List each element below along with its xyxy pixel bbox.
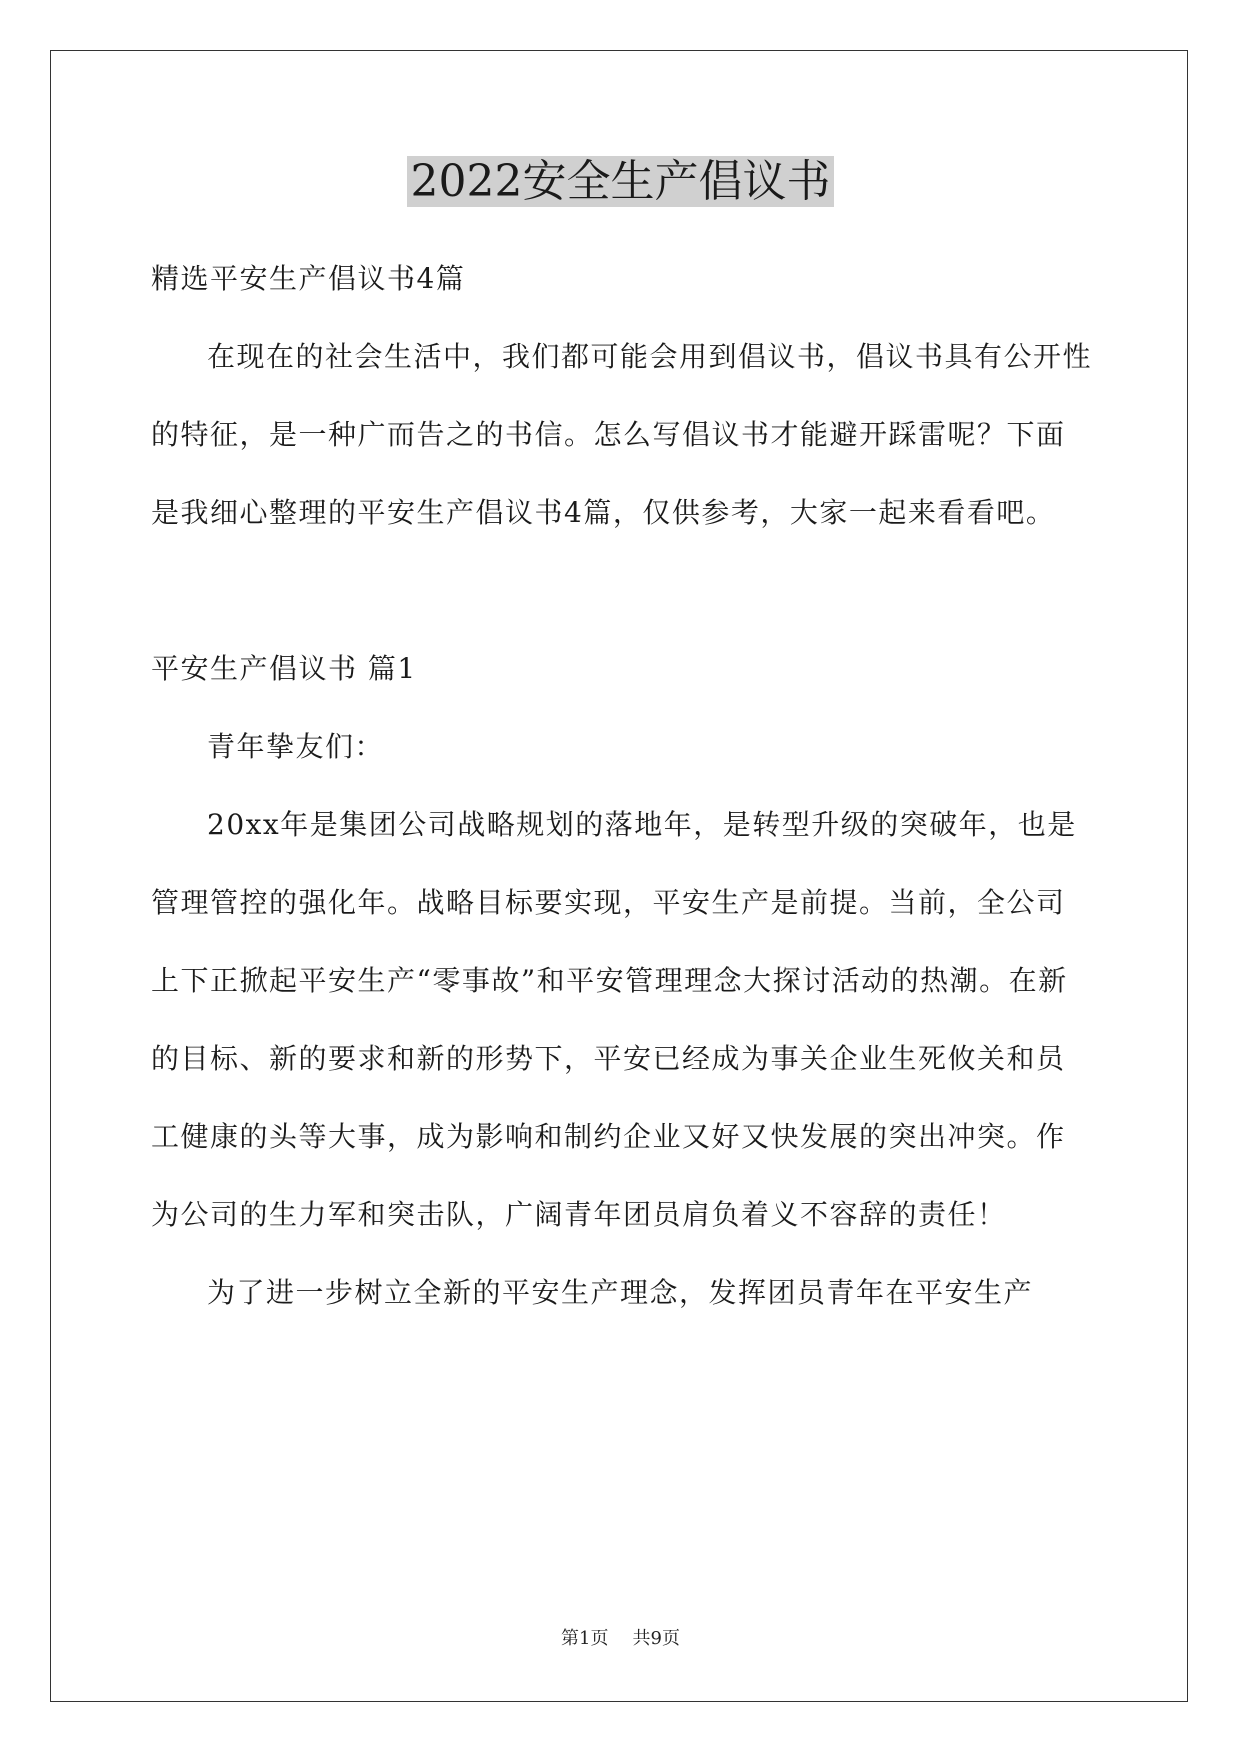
title-text: 2022安全生产倡议书	[407, 156, 835, 207]
body-paragraph-1: 20xx年是集团公司战略规划的落地年，是转型升级的突破年，也是管理管控的强化年。战略目标要实现，平安生产是前提。当前，全公司上下正掀起平安生产“零事故”和平安管理理念大探讨活动的热潮。在新的目标、新的要求和新的形势下，平安已经成为事关企业生死攸关和员工健康的头等大事，成为影响和制约企业又好又快发展的突出冲突。作为公司的生力军和突击队，广阔青年团员肩负着义不容辞的责任！	[151, 808, 1077, 1231]
body-paragraph-2: 为了进一步树立全新的平安生产理念，发挥团员青年在平安生产	[207, 1276, 1034, 1309]
section-heading: 平安生产倡议书 篇1	[151, 652, 417, 685]
page-footer	[0, 1624, 1241, 1650]
page-number-current: 第1页	[561, 1628, 609, 1649]
section-spacer	[151, 552, 1093, 630]
intro-paragraph: 在现在的社会生活中，我们都可能会用到倡议书，倡议书具有公开性的特征，是一种广而告之的书信。怎么写倡议书才能避开踩雷呢？下面是我细心整理的平安生产倡议书4篇，仅供参考，大家一起来看看吧。	[151, 340, 1093, 529]
document-title	[0, 152, 1241, 212]
page-number-total: 共9页	[632, 1628, 680, 1649]
salutation: 青年挚友们：	[207, 730, 385, 763]
document-subtitle: 精选平安生产倡议书4篇	[151, 262, 466, 295]
document-body	[151, 240, 1093, 1332]
